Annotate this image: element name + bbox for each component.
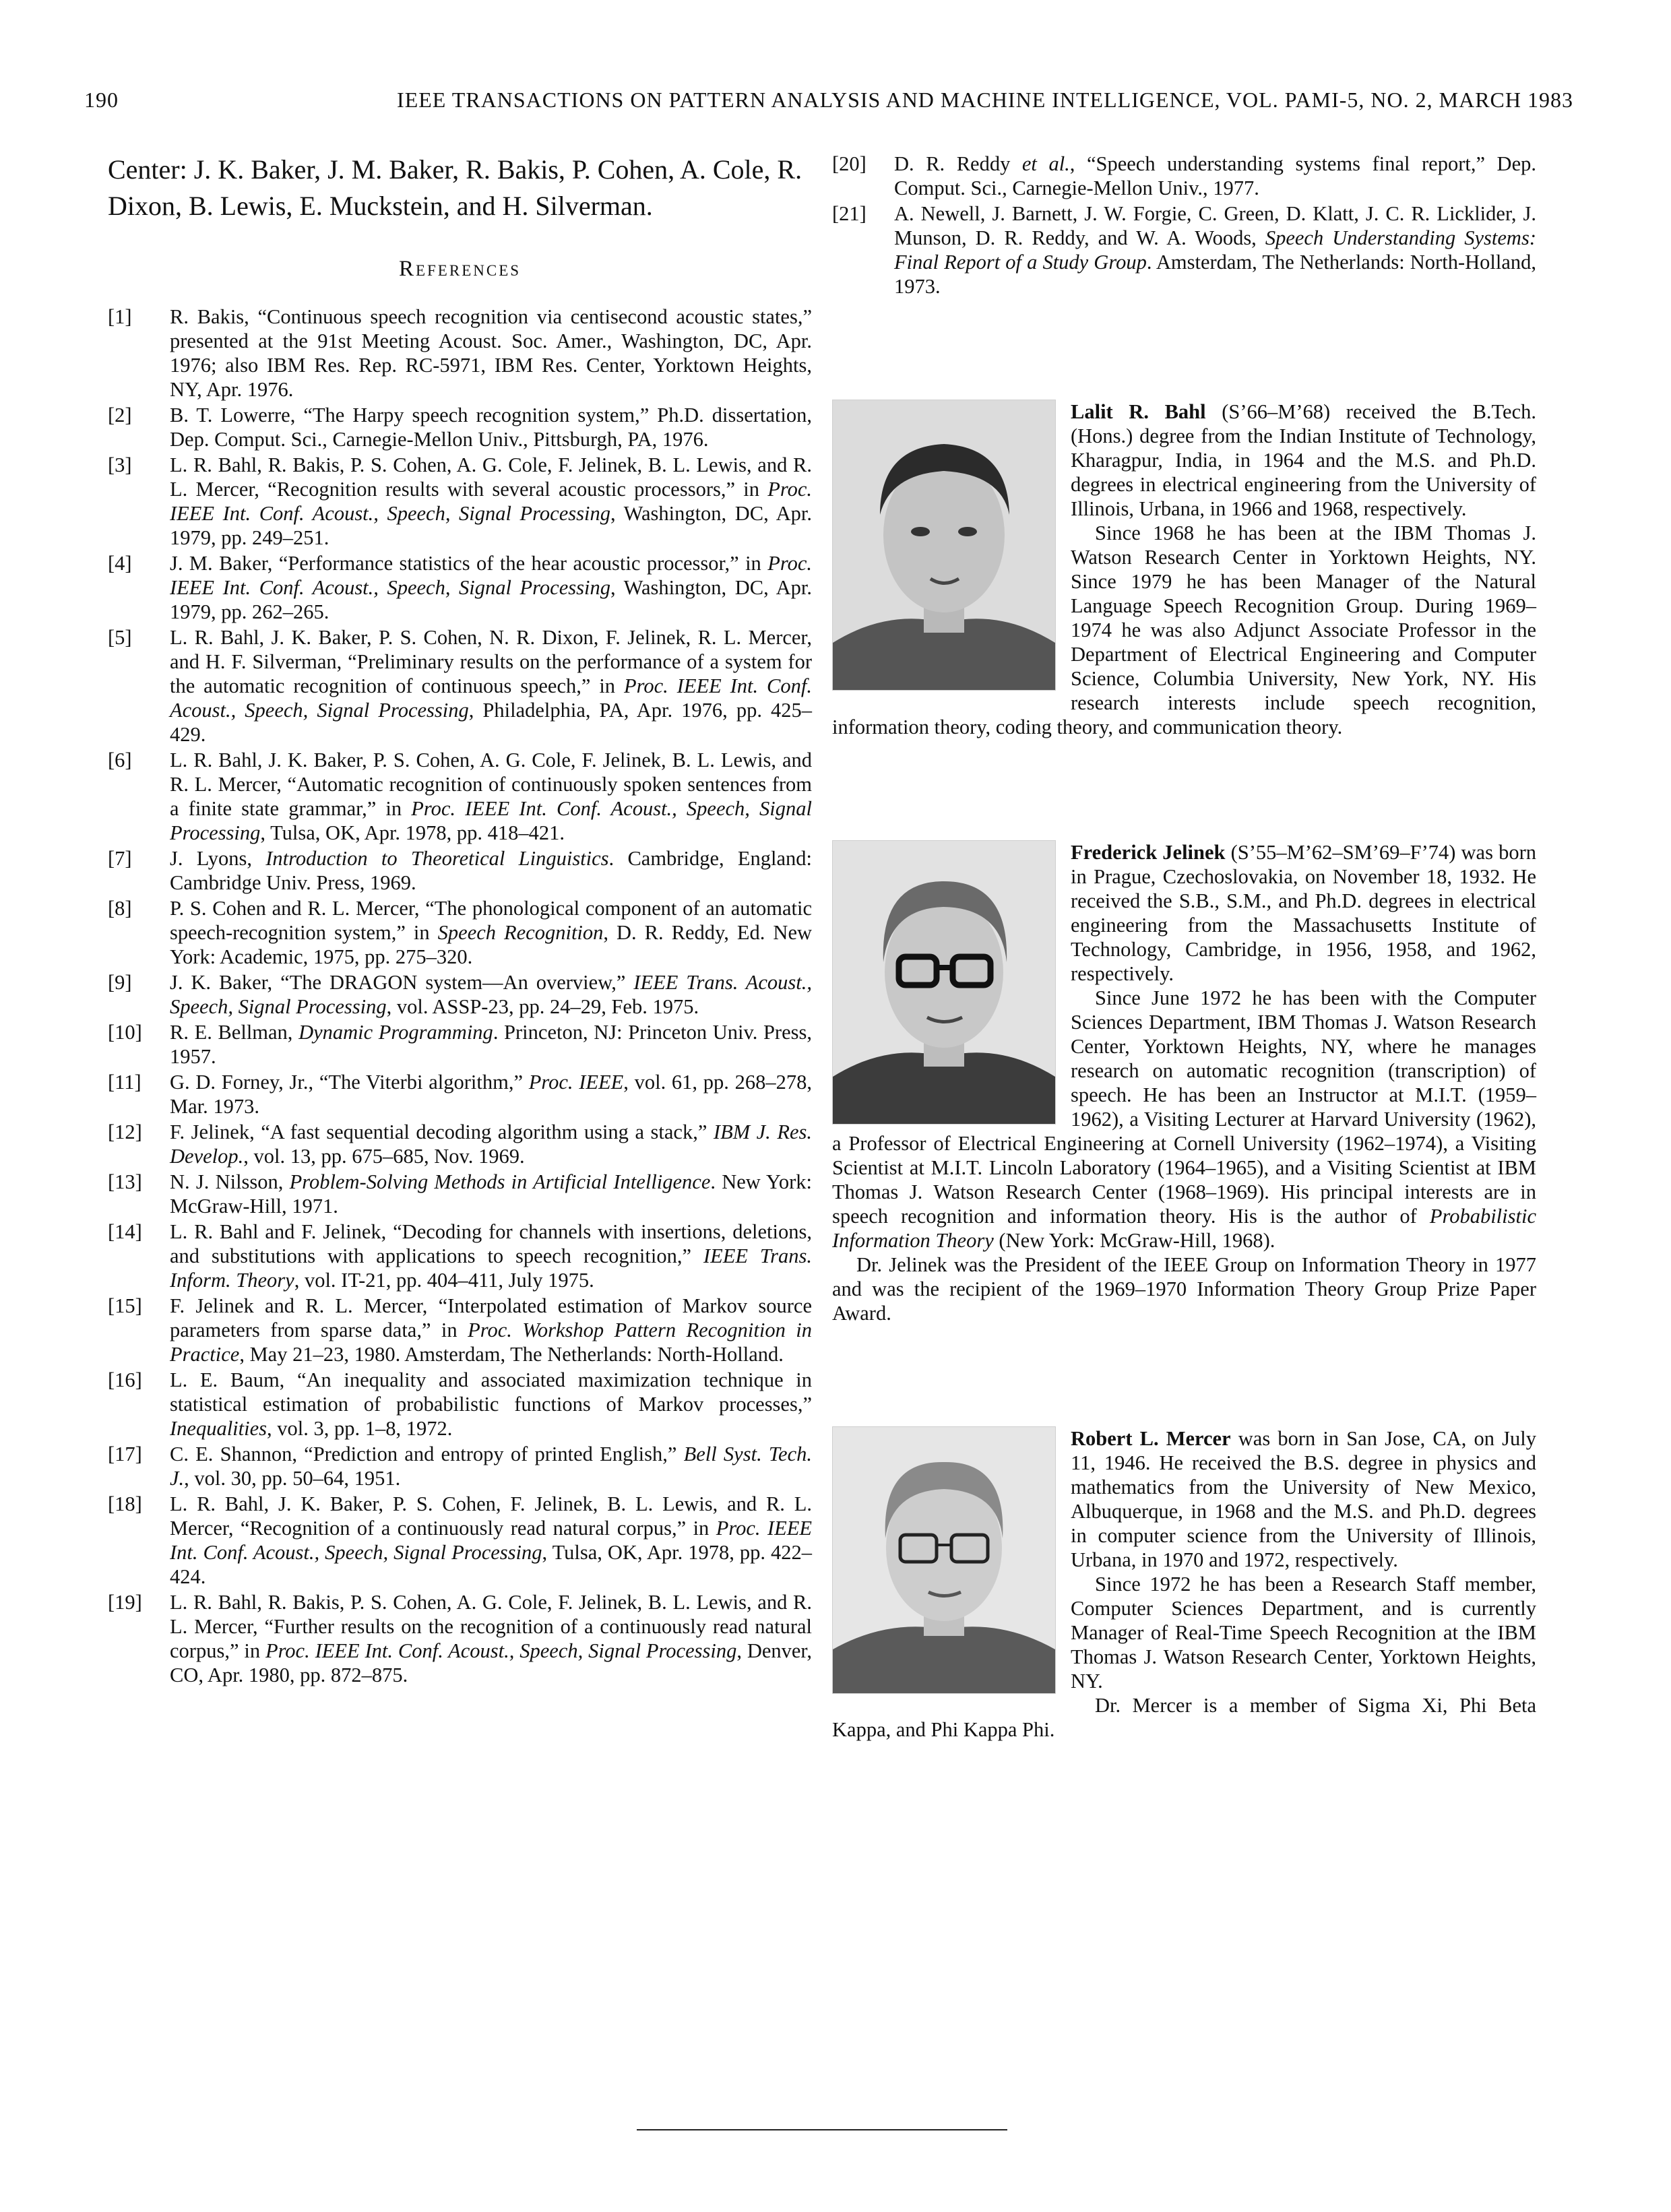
- reference-number: [5]: [108, 626, 132, 649]
- text-run: G. D. Forney, Jr., “The Viterbi algorithm,”: [170, 1071, 529, 1094]
- text-run: , vol. 13, pp. 675–685, Nov. 1969.: [243, 1145, 525, 1168]
- left-column: [108, 152, 812, 1688]
- text-run: . Amsterdam, The Netherlands: North-Holland, 1973.: [894, 251, 1536, 298]
- reference-number: [7]: [108, 847, 132, 870]
- reference-item: [108, 1294, 812, 1366]
- italic-text: Speech Understanding Systems: Final Report of a Study Group: [894, 226, 1536, 274]
- text-run: Since June 1972 he has been with the Computer Sciences Department, IBM Thomas J. Watson Research Center, Yorktown Heights, NY, where he manages research on automatic recognition (transcription) of speech. He has been an Instructor at M.I.T. (1959–1962), a Visiting Lecturer at Harvard University (1962), a Professor of Electrical Engineering at Cornell University (1962–1974), a Visiting Scientist at M.I.T. Lincoln Laboratory (1964–1965), and a Visiting Scientist at IBM Thomas J. Watson Research Center (1968–1969). His principal interests are in speech recognition and information theory. His is the author of: [832, 986, 1536, 1228]
- text-run: Since 1972 he has been a Research Staff member, Computer Sciences Department, and is currently Manager of Real-Time Speech Recognition at the IBM Thomas J. Watson Research Center, Yorktown Heights, NY.: [1071, 1573, 1536, 1693]
- reference-item: [108, 403, 812, 451]
- author-name: Lalit R. Bahl: [1071, 400, 1206, 423]
- reference-number: [10]: [108, 1021, 142, 1044]
- italic-text: Introduction to Theoretical Linguistics: [265, 847, 609, 870]
- text-run: . New York: McGraw-Hill, 1971.: [170, 1170, 813, 1218]
- text-run: , vol. 30, pp. 50–64, 1951.: [184, 1467, 401, 1490]
- text-run: , vol. 3, pp. 1–8, 1972.: [267, 1417, 453, 1440]
- text-run: L. R. Bahl, J. K. Baker, P. S. Cohen, A. G. Cole, F. Jelinek, B. L. Lewis, and R. L. Mercer, “Automatic recognition of continuously spoken sentences from a finite state grammar,” in: [170, 749, 812, 820]
- portrait-icon: [833, 400, 1055, 690]
- text-run: R. E. Bellman,: [170, 1021, 299, 1044]
- italic-text: Speech Recognition: [437, 921, 604, 944]
- italic-text: Problem-Solving Methods in Artificial Intelligence: [289, 1170, 711, 1193]
- text-run: (S’55–M’62–SM’69–F’74) was born in Prague, Czechoslovakia, on November 18, 1932. He received the S.B., S.M., and Ph.D. degrees in electrical engineering from the Massachusetts Institute of Technology, Cambridge, in 1956, 1958, and 1962, respectively.: [1071, 841, 1536, 985]
- author-photo-mercer: [832, 1426, 1056, 1694]
- author-name: Robert L. Mercer: [1071, 1427, 1231, 1450]
- italic-text: Proc. IEEE: [528, 1071, 624, 1094]
- reference-number: [15]: [108, 1294, 142, 1317]
- text-run: L. R. Bahl, R. Bakis, P. S. Cohen, A. G. Cole, F. Jelinek, B. L. Lewis, and R. L. Mercer, “Recognition results with several acoustic processors,” in: [170, 453, 812, 501]
- text-run: L. R. Bahl, J. K. Baker, P. S. Cohen, N. R. Dixon, F. Jelinek, R. L. Mercer, and H. F. Silverman, “Preliminary results on the performance of a system for the automatic recognition of continuous speech,” in: [170, 626, 812, 697]
- italic-text: Proc. IEEE Int. Conf. Acoust., Speech, Signal Processing: [170, 674, 812, 722]
- text-run: R. Bakis, “Continuous speech recognition via centisecond acoustic states,” presented at the 91st Meeting Acoust. Soc. Amer., Washington, DC, Apr. 1976; also IBM Res. Rep. RC-5971, IBM Res. Center, Yorktown Heights, NY, Apr. 1976.: [170, 305, 812, 401]
- italic-text: IEEE Trans. Acoust., Speech, Signal Processing: [170, 971, 813, 1018]
- reference-item: [108, 453, 812, 550]
- reference-item: [108, 1442, 812, 1490]
- text-run: F. Jelinek and R. L. Mercer, “Interpolated estimation of Markov source parameters from sparse data,” in: [170, 1294, 812, 1341]
- reference-item: [108, 305, 812, 402]
- reference-number: [12]: [108, 1120, 142, 1143]
- reference-list-continued: [832, 152, 1536, 298]
- text-run: N. J. Nilsson,: [170, 1170, 290, 1193]
- end-rule: [637, 2129, 1007, 2130]
- text-run: , Philadelphia, PA, Apr. 1976, pp. 425–429.: [170, 699, 812, 746]
- author-name: Frederick Jelinek: [1071, 841, 1226, 864]
- reference-number: [2]: [108, 404, 132, 426]
- reference-item: [108, 1020, 812, 1069]
- reference-item: [108, 1368, 812, 1441]
- text-run: , Tulsa, OK, Apr. 1978, pp. 422–424.: [170, 1541, 812, 1588]
- text-run: , May 21–23, 1980. Amsterdam, The Netherlands: North-Holland.: [239, 1343, 784, 1366]
- text-run: (New York: McGraw-Hill, 1968).: [993, 1229, 1275, 1252]
- reference-item: [108, 1220, 812, 1292]
- journal-title: IEEE TRANSACTIONS ON PATTERN ANALYSIS AND MACHINE INTELLIGENCE, VOL. PAMI-5, NO. 2, MARCH 1983: [397, 88, 1573, 112]
- biography-bahl: [832, 400, 1536, 739]
- italic-text: Bell Syst. Tech. J.: [170, 1443, 812, 1490]
- italic-text: et al.: [1021, 152, 1070, 175]
- text-run: . Cambridge, England: Cambridge Univ. Press, 1969.: [170, 847, 812, 894]
- reference-number: [1]: [108, 305, 132, 328]
- text-run: Since 1968 he has been at the IBM Thomas J. Watson Research Center in Yorktown Heights, NY. Since 1979 he has been Manager of the Natural Language Speech Recognition Group. During 1969–1974 he was also Adjunct Associate Professor in the Department of Electrical Engineering and Computer Science, Columbia University, New York, NY. His research interests include speech recognition, information theory, coding theory, and communication theory.: [832, 522, 1536, 738]
- reference-item: [108, 1120, 812, 1168]
- text-run: L. R. Bahl, R. Bakis, P. S. Cohen, A. G. Cole, F. Jelinek, B. L. Lewis, and R. L. Mercer, “Further results on the recognition of a continuously read natural corpus,” in: [170, 1591, 812, 1662]
- text-run: , vol. 61, pp. 268–278, Mar. 1973.: [170, 1071, 812, 1118]
- running-header: [84, 88, 1573, 121]
- reference-item: [108, 625, 812, 747]
- reference-number: [14]: [108, 1220, 142, 1243]
- italic-text: Proc. IEEE Int. Conf. Acoust., Speech, Signal Processing: [170, 797, 813, 844]
- reference-number: [17]: [108, 1443, 142, 1465]
- text-run: , Washington, DC, Apr. 1979, pp. 262–265.: [170, 576, 812, 623]
- portrait-icon: [833, 1427, 1055, 1693]
- text-run: Dr. Mercer is a member of Sigma Xi, Phi Beta Kappa, and Phi Kappa Phi.: [832, 1694, 1536, 1741]
- reference-number: [8]: [108, 897, 132, 920]
- italic-text: Dynamic Programming: [298, 1021, 493, 1044]
- text-run: , vol. ASSP-23, pp. 24–29, Feb. 1975.: [386, 995, 699, 1018]
- italic-text: Proc. IEEE Int. Conf. Acoust., Speech, Signal Processing: [170, 478, 812, 525]
- biography-paragraph: [832, 1253, 1536, 1325]
- reference-item: [832, 152, 1536, 200]
- reference-item: [108, 1590, 812, 1687]
- reference-number: [21]: [832, 202, 866, 225]
- reference-number: [11]: [108, 1071, 141, 1094]
- text-run: L. R. Bahl, J. K. Baker, P. S. Cohen, F. Jelinek, B. L. Lewis, and R. L. Mercer, “Recognition of a continuously read natural corpus,” in: [170, 1492, 812, 1540]
- text-run: J. M. Baker, “Performance statistics of the hear acoustic processor,” in: [170, 552, 768, 575]
- reference-item: [108, 1492, 812, 1589]
- reference-list: [108, 305, 812, 1687]
- reference-item: [108, 551, 812, 624]
- reference-number: [19]: [108, 1591, 142, 1614]
- italic-text: Probabilistic Information Theory: [832, 1205, 1536, 1252]
- author-photo-bahl: [832, 400, 1056, 691]
- text-run: D. R. Reddy: [894, 152, 1022, 175]
- references-heading: References: [398, 257, 522, 281]
- text-run: , D. R. Reddy, Ed. New York: Academic, 1975, pp. 275–320.: [170, 921, 813, 968]
- text-run: , Tulsa, OK, Apr. 1978, pp. 418–421.: [260, 821, 565, 844]
- acknowledgment-text: Center: J. K. Baker, J. M. Baker, R. Bakis, P. Cohen, A. Cole, R. Dixon, B. Lewis, E. Muckstein, and H. Silverman.: [108, 154, 802, 221]
- reference-number: [18]: [108, 1492, 142, 1515]
- italic-text: IBM J. Res. Develop.: [170, 1120, 812, 1168]
- italic-text: IEEE Trans. Inform. Theory: [170, 1244, 812, 1292]
- italic-text: Proc. Workshop Pattern Recognition in Practice: [170, 1319, 813, 1366]
- biography-mercer: [832, 1426, 1536, 1742]
- reference-item: [108, 748, 812, 845]
- italic-text: Proc. IEEE Int. Conf. Acoust., Speech, Signal Processing: [170, 552, 812, 599]
- text-run: , “Speech understanding systems final report,” Dep. Comput. Sci., Carnegie-Mellon Univ., 1977.: [894, 152, 1536, 199]
- reference-item: [108, 1070, 812, 1118]
- text-run: L. E. Baum, “An inequality and associated maximization technique in statistical estimation of probabilistic functions of Markov processes,”: [170, 1368, 812, 1416]
- italic-text: Inequalities: [170, 1417, 267, 1440]
- author-photo-jelinek: [832, 840, 1056, 1125]
- reference-item: [832, 201, 1536, 298]
- text-run: A. Newell, J. Barnett, J. W. Forgie, C. Green, D. Klatt, J. C. R. Licklider, J. Munson, D. R. Reddy, and W. A. Woods,: [894, 202, 1536, 249]
- text-run: . Princeton, NJ: Princeton Univ. Press, 1957.: [170, 1021, 812, 1068]
- text-run: C. E. Shannon, “Prediction and entropy of printed English,”: [170, 1443, 684, 1465]
- reference-number: [6]: [108, 749, 132, 771]
- text-run: Dr. Jelinek was the President of the IEEE Group on Information Theory in 1977 and was the recipient of the 1969–1970 Information Theory Group Prize Paper Award.: [832, 1253, 1536, 1325]
- text-run: J. Lyons,: [170, 847, 266, 870]
- italic-text: Proc. IEEE Int. Conf. Acoust., Speech, Signal Processing: [170, 1517, 812, 1564]
- text-run: was born in San Jose, CA, on July 11, 1946. He received the B.S. degree in physics and mathematics from the University of New Mexico, Albuquerque, in 1968 and the M.S. and Ph.D. degrees in computer science from the University of Illinois, Urbana, in 1970 and 1972, respectively.: [1071, 1427, 1536, 1571]
- biography-jelinek: [832, 840, 1536, 1325]
- reference-number: [16]: [108, 1368, 142, 1391]
- reference-number: [20]: [832, 152, 866, 175]
- text-run: , vol. IT-21, pp. 404–411, July 1975.: [294, 1269, 594, 1292]
- text-run: L. R. Bahl and F. Jelinek, “Decoding for channels with insertions, deletions, and substitutions with applications to speech recognition,”: [170, 1220, 812, 1267]
- page-number: 190: [84, 88, 119, 112]
- reference-item: [108, 1170, 812, 1218]
- portrait-icon: [833, 841, 1055, 1124]
- text-run: B. T. Lowerre, “The Harpy speech recognition system,” Ph.D. dissertation, Dep. Comput. Sci., Carnegie-Mellon Univ., Pittsburgh, PA, 1976.: [170, 404, 812, 451]
- biography-paragraph: [832, 1693, 1536, 1742]
- text-run: , Denver, CO, Apr. 1980, pp. 872–875.: [170, 1639, 812, 1686]
- text-run: J. K. Baker, “The DRAGON system—An overview,”: [170, 971, 634, 994]
- reference-item: [108, 970, 812, 1019]
- italic-text: Proc. IEEE Int. Conf. Acoust., Speech, Signal Processing: [265, 1639, 737, 1662]
- reference-item: [108, 896, 812, 969]
- text-run: F. Jelinek, “A fast sequential decoding algorithm using a stack,”: [170, 1120, 714, 1143]
- right-column: [832, 152, 1536, 1742]
- text-run: P. S. Cohen and R. L. Mercer, “The phonological component of an automatic speech-recognition system,” in: [170, 897, 812, 944]
- reference-number: [13]: [108, 1170, 142, 1193]
- reference-number: [9]: [108, 971, 132, 994]
- text-run: (S’66–M’68) received the B.Tech. (Hons.) degree from the Indian Institute of Technology, Kharagpur, India, in 1964 and the M.S. and Ph.D. degrees in electrical engineering from the University of Illinois, Urbana, in 1966 and 1968, respectively.: [1071, 400, 1536, 520]
- reference-number: [4]: [108, 552, 132, 575]
- reference-number: [3]: [108, 453, 132, 476]
- reference-item: [108, 846, 812, 895]
- text-run: , Washington, DC, Apr. 1979, pp. 249–251.: [170, 502, 812, 549]
